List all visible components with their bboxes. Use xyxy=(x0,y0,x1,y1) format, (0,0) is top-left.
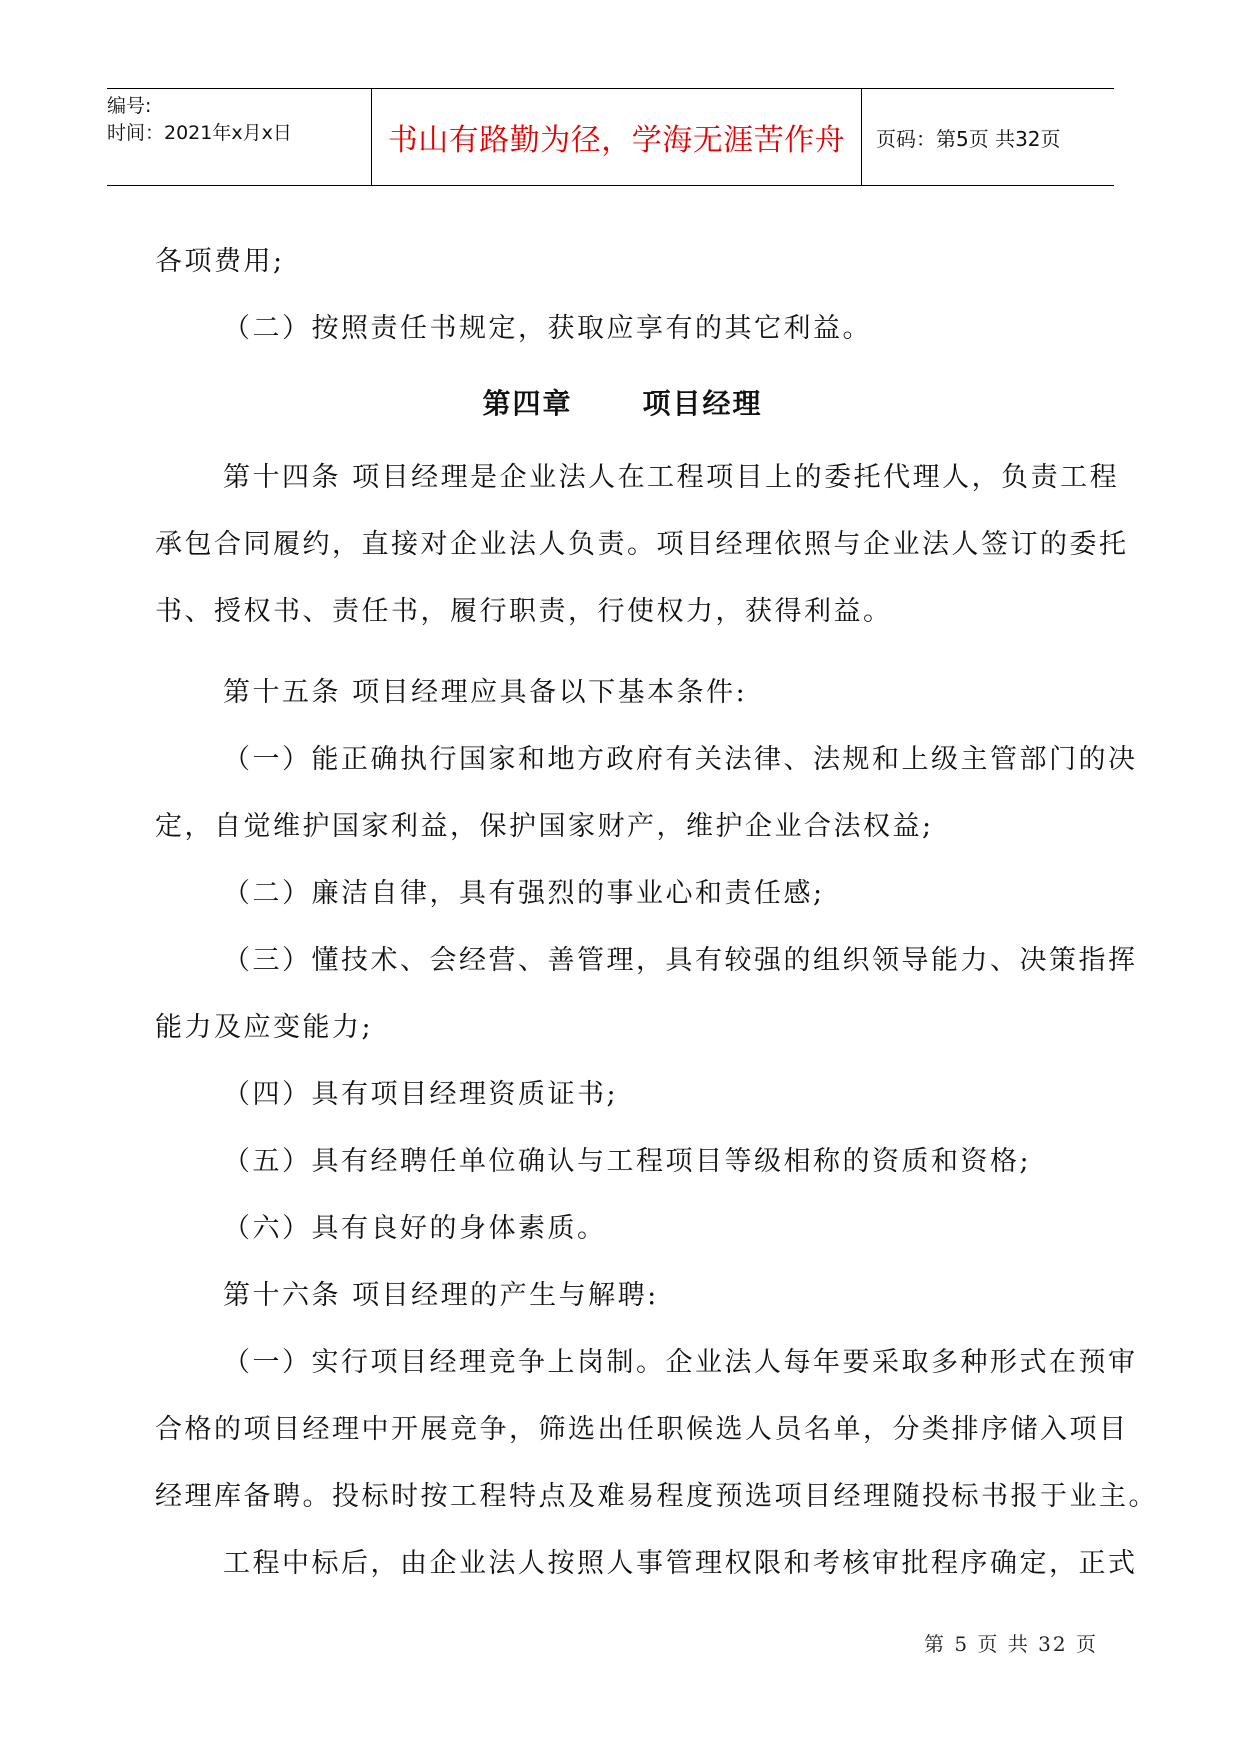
text-line: （五）具有经聘任单位确认与工程项目等级相称的资质和资格; xyxy=(223,1146,1032,1177)
text-line: 第十六条 项目经理的产生与解聘: xyxy=(223,1280,659,1311)
page-footer: 第 5 页 共 32 页 xyxy=(924,1632,1098,1656)
header-motto: 书山有路勤为径，学海无涯苦作舟 xyxy=(387,123,846,158)
document-time-label: 时间：2021年x月x日 xyxy=(107,122,292,144)
text-line: 第十五条 项目经理应具备以下基本条件: xyxy=(223,677,748,708)
text-line: （四）具有项目经理资质证书; xyxy=(223,1079,619,1110)
header-page-cell xyxy=(862,89,1114,185)
text-line: （一）实行项目经理竞争上岗制。企业法人每年要采取多种形式在预审 xyxy=(223,1347,1138,1378)
text-line: 各项费用; xyxy=(155,246,285,277)
text-line: 合格的项目经理中开展竞争，筛选出任职候选人员名单，分类排序储入项目 xyxy=(155,1414,1129,1445)
header-page-code: 页码：第5页 共32页 xyxy=(876,126,1061,151)
header-motto-cell xyxy=(372,89,862,185)
text-line: （三）懂技术、会经营、善管理，具有较强的组织领导能力、决策指挥 xyxy=(223,945,1138,976)
text-line: （一）能正确执行国家和地方政府有关法律、法规和上级主管部门的决 xyxy=(223,744,1138,775)
chapter-heading xyxy=(155,374,1090,434)
text-line: 书、授权书、责任书，履行职责，行使权力，获得利益。 xyxy=(155,596,893,627)
text-line: 第十四条 项目经理是企业法人在工程项目上的委托代理人，负责工程 xyxy=(223,462,1120,493)
text-line: 承包合同履约，直接对企业法人负责。项目经理依照与企业法人签订的委托 xyxy=(155,529,1129,560)
header-meta xyxy=(107,89,372,185)
text-line: 经理库备聘。投标时按工程特点及难易程度预选项目经理随投标书报于业主。 xyxy=(155,1481,1158,1512)
text-line: （二）廉洁自律，具有强烈的事业心和责任感; xyxy=(223,878,825,909)
text-line: 工程中标后，由企业法人按照人事管理权限和考核审批程序确定，正式 xyxy=(223,1548,1138,1579)
chapter-title: 项目经理 xyxy=(642,387,763,420)
page-header xyxy=(107,88,1114,186)
document-body xyxy=(155,228,1158,1597)
document-number-label: 编号: xyxy=(107,95,152,117)
text-line: 定，自觉维护国家利益，保护国家财产，维护企业合法权益; xyxy=(155,811,934,842)
chapter-number: 第四章 xyxy=(482,387,573,420)
text-line: （二）按照责任书规定，获取应享有的其它利益。 xyxy=(223,313,872,344)
text-line: （六）具有良好的身体素质。 xyxy=(223,1213,607,1244)
text-line: 能力及应变能力; xyxy=(155,1012,374,1043)
